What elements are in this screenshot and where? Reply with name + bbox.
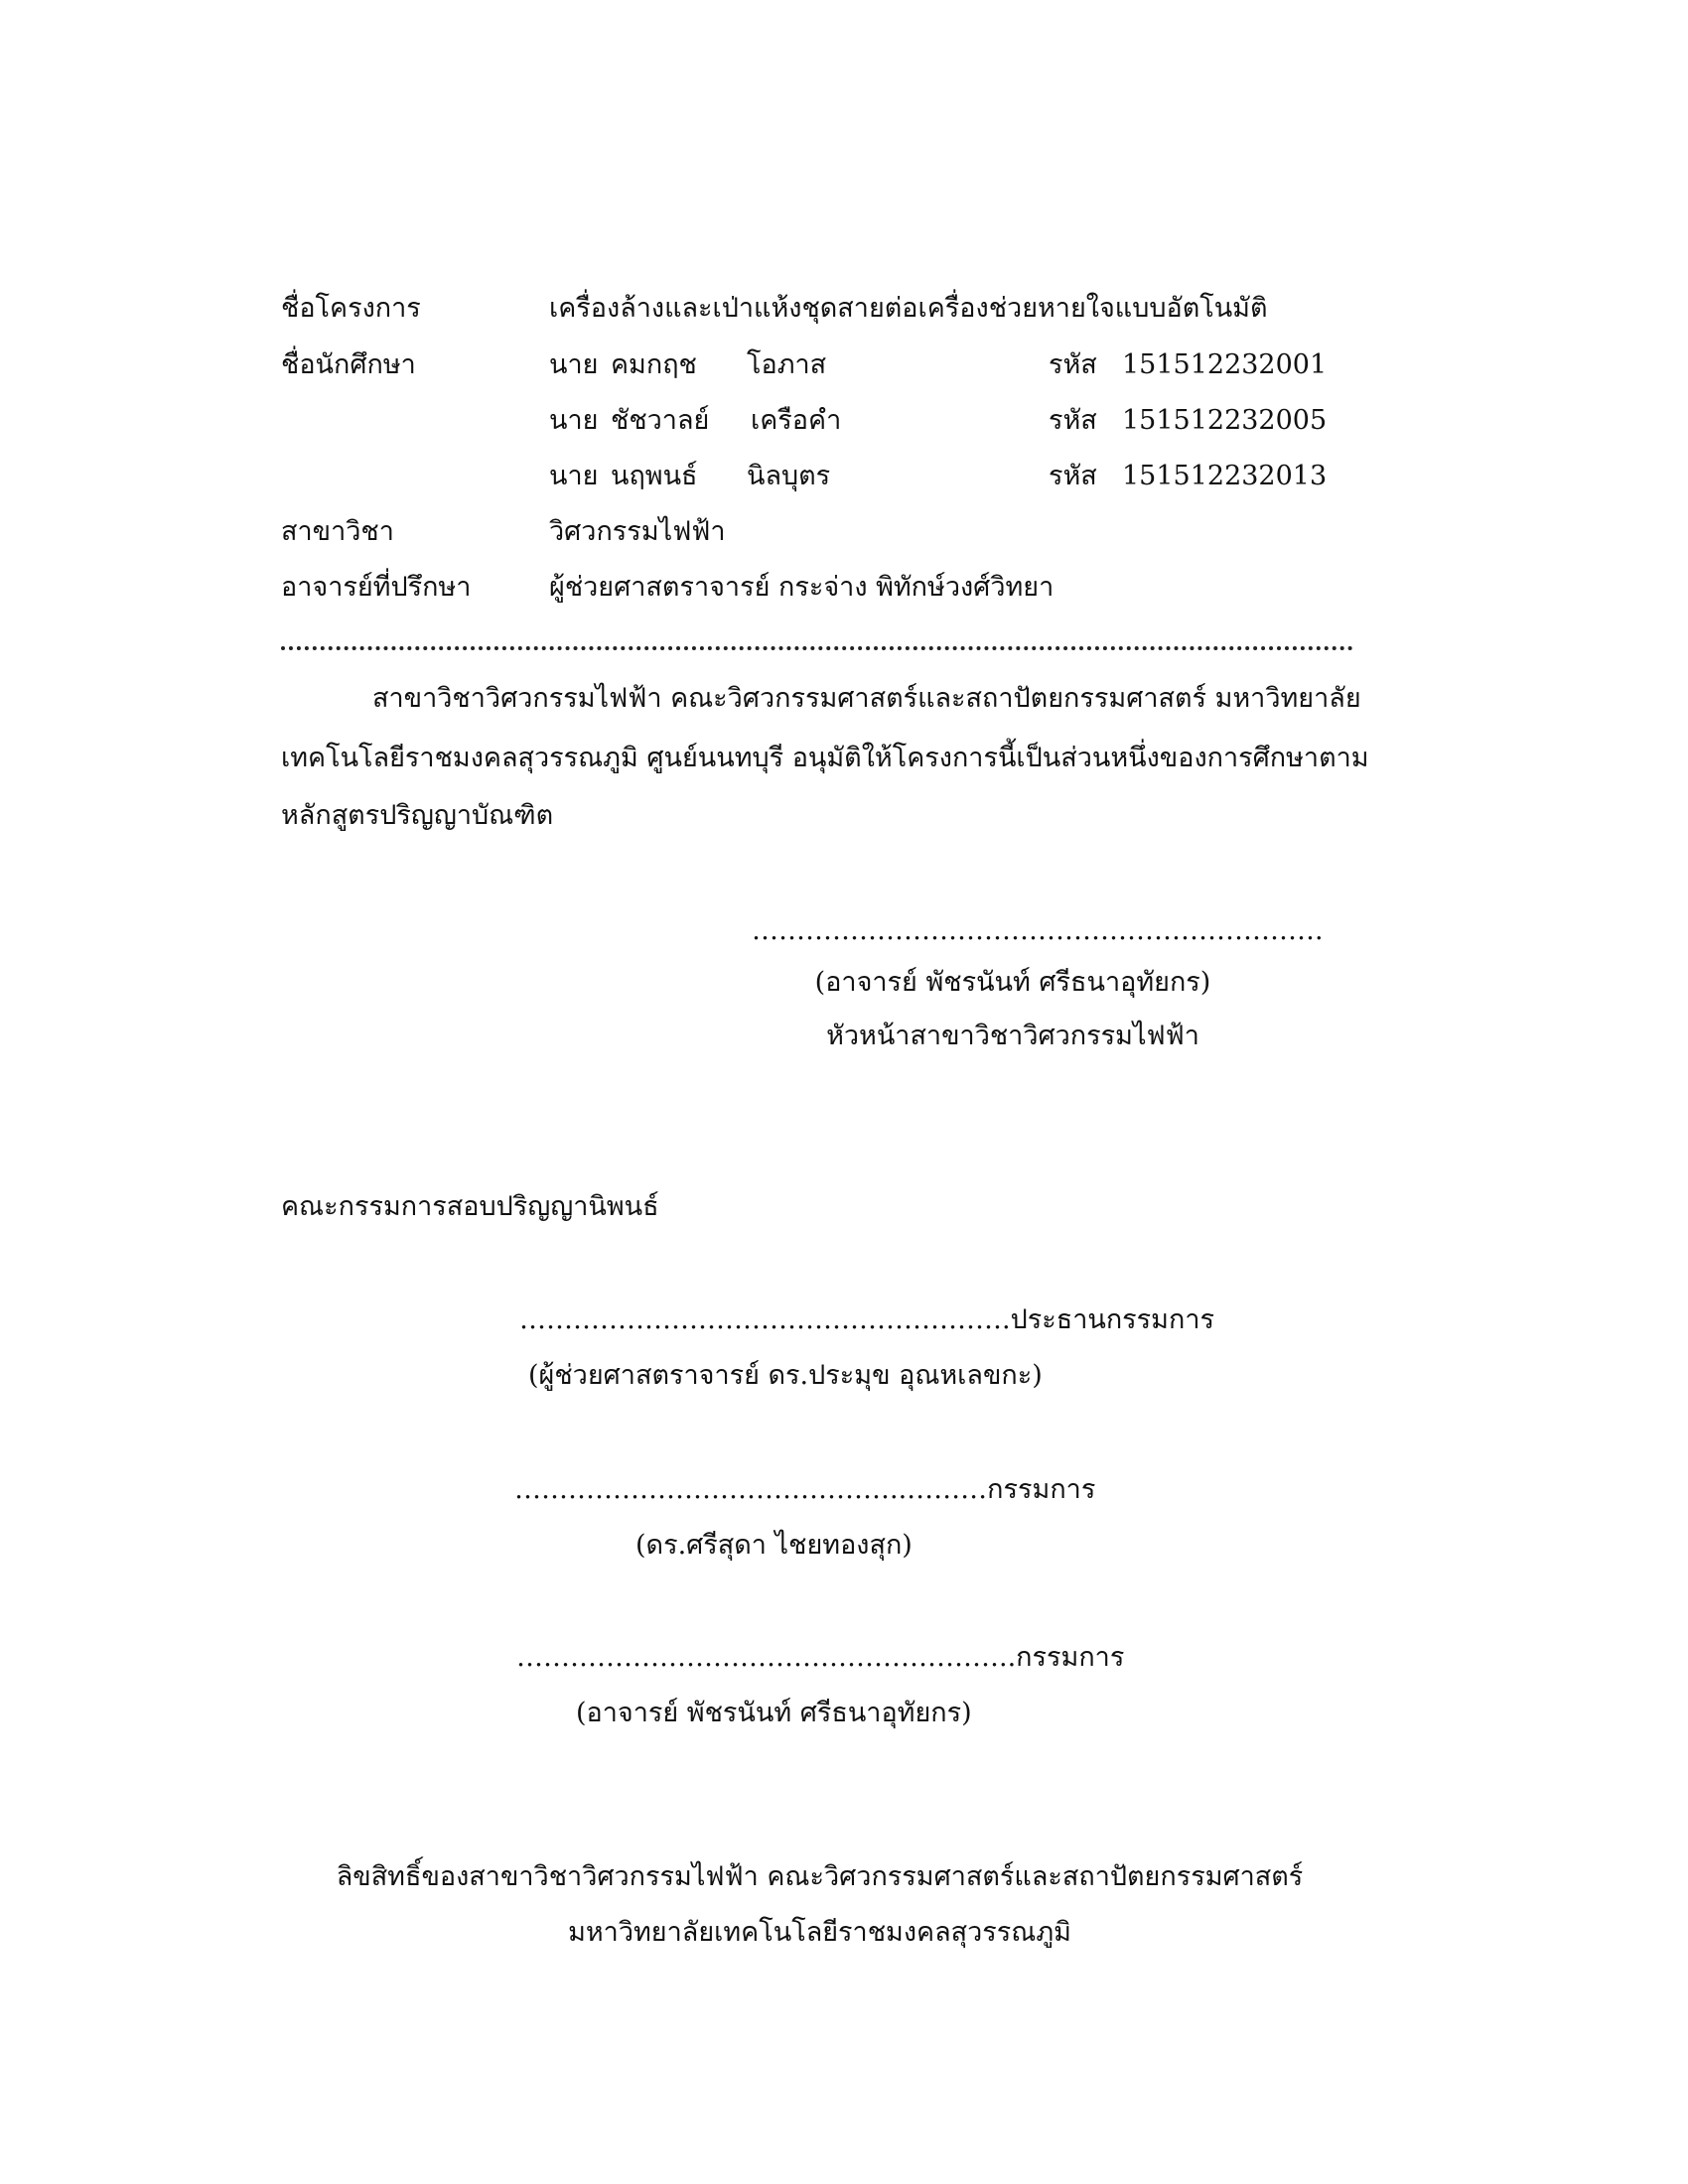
department-label: สาขาวิชา bbox=[281, 516, 394, 547]
department-value: วิศวกรรมไฟฟ้า bbox=[549, 516, 726, 547]
signature-line: ………………………………………………..กรรมการ bbox=[516, 1642, 1125, 1673]
copyright-line: มหาวิทยาลัยเทคโนโลยีราชมงคลสุวรรณภูมิ bbox=[568, 1917, 1071, 1948]
head-name: (อาจารย์ พัชรนันท์ ศรีธนาอุทัยกร) bbox=[814, 967, 1211, 998]
student-code-label: รหัส bbox=[1049, 461, 1097, 491]
signature-line: ……………………………………..………กรรมการ bbox=[514, 1474, 1096, 1505]
project-label: ชื่อโครงการ bbox=[281, 293, 421, 324]
approval-line: หลักสูตรปริญญาบัณฑิต bbox=[281, 800, 554, 831]
head-position: หัวหน้าสาขาวิชาวิศวกรรมไฟฟ้า bbox=[826, 1021, 1199, 1051]
member-name: (อาจารย์ พัชรนันท์ ศรีธนาอุทัยกร) bbox=[576, 1698, 972, 1728]
student-code: 151512232001 bbox=[1122, 349, 1328, 380]
advisor-value: ผู้ช่วยศาสตราจารย์ กระจ่าง พิทักษ์วงศ์วิทยา bbox=[549, 572, 1055, 603]
student-first-name: นฤพนธ์ bbox=[611, 461, 698, 491]
student-code: 151512232005 bbox=[1122, 405, 1328, 436]
signature-line: ……………………………………………….ประธานกรรมการ bbox=[519, 1304, 1214, 1335]
dotted-separator bbox=[281, 646, 1353, 650]
approval-line: สาขาวิชาวิศวกรรมไฟฟ้า คณะวิศวกรรมศาสตร์และสถาปัตยกรรมศาสตร์ มหาวิทยาลัย bbox=[372, 683, 1361, 714]
student-last-name: เครือคำ bbox=[751, 405, 842, 436]
student-prefix: นาย bbox=[549, 405, 599, 436]
signature-line: ………………………………………………………. bbox=[752, 915, 1324, 946]
student-prefix: นาย bbox=[549, 349, 599, 380]
approval-line: เทคโนโลยีราชมงคลสุวรรณภูมิ ศูนย์นนทบุรี อนุมัติให้โครงการนี้เป็นส่วนหนึ่งของการศึกษาตาม bbox=[281, 743, 1369, 773]
copyright-line: ลิขสิทธิ์ของสาขาวิชาวิศวกรรมไฟฟ้า คณะวิศวกรรมศาสตร์และสถาปัตยกรรมศาสตร์ bbox=[336, 1861, 1304, 1892]
student-code: 151512232013 bbox=[1122, 461, 1328, 491]
student-code-label: รหัส bbox=[1049, 349, 1097, 380]
student-last-name: นิลบุตร bbox=[747, 461, 831, 491]
member-name: (ผู้ช่วยศาสตราจารย์ ดร.ประมุข อุณหเลขกะ) bbox=[528, 1360, 1043, 1391]
student-prefix: นาย bbox=[549, 461, 599, 491]
member-name: (ดร.ศรีสุดา ไชยทองสุก) bbox=[635, 1530, 913, 1561]
student-code-label: รหัส bbox=[1049, 405, 1097, 436]
student-first-name: ชัชวาลย์ bbox=[611, 405, 710, 436]
student-first-name: คมกฤช bbox=[611, 349, 697, 380]
project-title: เครื่องล้างและเป่าแห้งชุดสายต่อเครื่องช่วยหายใจแบบอัตโนมัติ bbox=[549, 293, 1268, 324]
student-last-name: โอภาส bbox=[747, 349, 827, 380]
advisor-label: อาจารย์ที่ปรึกษา bbox=[281, 572, 472, 603]
students-label: ชื่อนักศึกษา bbox=[281, 349, 416, 380]
committee-heading: คณะกรรมการสอบปริญญานิพนธ์ bbox=[281, 1191, 659, 1222]
